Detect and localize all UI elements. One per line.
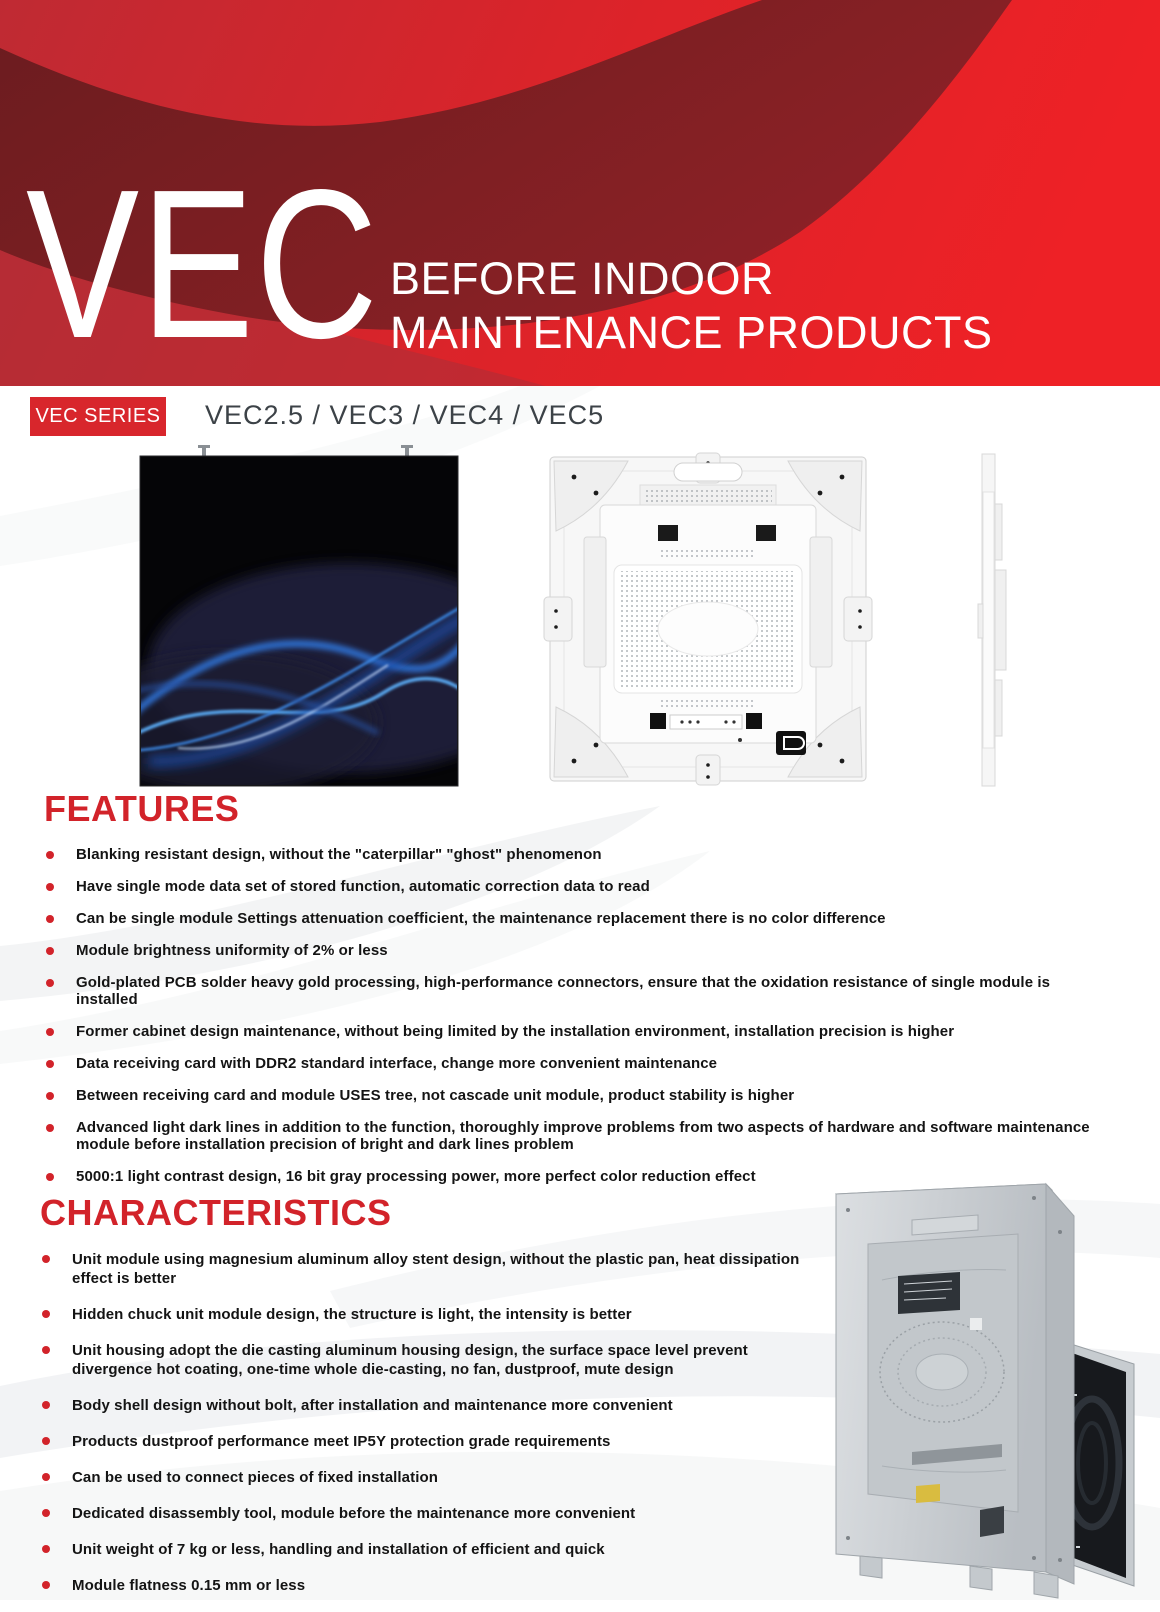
characteristic-item xyxy=(40,1250,820,1288)
series-badge: VEC SERIES xyxy=(30,397,166,436)
series-models: VEC2.5 / VEC3 / VEC4 / VEC5 xyxy=(205,400,605,430)
characteristic-item xyxy=(40,1341,820,1379)
characteristic-text: Body shell design without bolt, after installation and maintenance more convenient xyxy=(72,1397,673,1414)
series-row xyxy=(0,394,1160,440)
feature-item xyxy=(44,910,1116,927)
feature-text: Have single mode data set of stored function, automatic correction data to read xyxy=(76,878,650,895)
characteristic-text: Dedicated disassembly tool, module before the maintenance more convenient xyxy=(72,1505,636,1522)
front-panel-image xyxy=(138,443,460,789)
feature-text: Between receiving card and module USES tree, not cascade unit module, product stability is higher xyxy=(76,1087,795,1104)
feature-item xyxy=(44,846,1116,863)
bullet-dot xyxy=(46,1060,54,1068)
led-panel-front-graphic xyxy=(138,443,460,789)
feature-text: Advanced light dark lines in addition to the function, thoroughly improve problems from two aspects of hardware and software maintenance module before installation precision of bright and dark lines problem xyxy=(76,1119,1090,1153)
bullet-dot xyxy=(46,915,54,923)
feature-item xyxy=(44,942,1116,959)
feature-text: Gold-plated PCB solder heavy gold processing, high-performance connectors, ensure that the oxidation resistance of single module is installed xyxy=(76,974,1051,1008)
bullet-dot xyxy=(42,1310,50,1318)
characteristics-heading: CHARACTERISTICS xyxy=(40,1192,392,1233)
characteristic-item xyxy=(40,1396,820,1415)
bullet-dot xyxy=(46,883,54,891)
bullet-dot xyxy=(46,947,54,955)
characteristic-item xyxy=(40,1432,820,1451)
back-panel-image xyxy=(540,449,876,789)
side-panel-image xyxy=(976,452,1014,788)
feature-item xyxy=(44,1119,1116,1153)
characteristics-section xyxy=(40,1192,820,1612)
cabinet-angled-graphic xyxy=(820,1180,1160,1600)
feature-item xyxy=(44,1168,1116,1185)
feature-item xyxy=(44,1087,1116,1104)
bullet-dot xyxy=(46,1124,54,1132)
bullet-dot xyxy=(42,1346,50,1354)
bullet-dot xyxy=(46,1173,54,1181)
bullet-dot xyxy=(46,851,54,859)
bullet-dot xyxy=(42,1401,50,1409)
feature-text: Can be single module Settings attenuation coefficient, the maintenance replacement there is no color difference xyxy=(76,910,886,927)
feature-item xyxy=(44,1023,1116,1040)
bullet-dot xyxy=(42,1509,50,1517)
characteristic-item xyxy=(40,1540,820,1559)
feature-text: Blanking resistant design, without the "caterpillar" "ghost" phenomenon xyxy=(76,846,602,863)
cabinet-back-graphic xyxy=(540,449,876,789)
bullet-dot xyxy=(42,1437,50,1445)
feature-item xyxy=(44,1055,1116,1072)
bullet-dot xyxy=(46,1092,54,1100)
page-title-line2: MAINTENANCE PRODUCTS xyxy=(390,307,993,358)
cabinet-side-graphic xyxy=(976,452,1014,788)
characteristic-item xyxy=(40,1305,820,1324)
bullet-dot xyxy=(42,1581,50,1589)
feature-text: Module brightness uniformity of 2% or less xyxy=(76,942,388,959)
feature-item xyxy=(44,974,1116,1008)
brand-logo: VEC xyxy=(26,145,380,382)
features-list xyxy=(44,846,1116,1185)
header-banner xyxy=(0,0,1160,386)
page-title-line1: BEFORE INDOOR xyxy=(390,253,775,304)
feature-text: Former cabinet design maintenance, without being limited by the installation environment, installation precision is higher xyxy=(76,1023,955,1040)
characteristics-list xyxy=(40,1250,820,1595)
feature-text: 5000:1 light contrast design, 16 bit gray processing power, more perfect color reduction effect xyxy=(76,1168,756,1185)
characteristic-text: Unit module using magnesium aluminum alloy stent design, without the plastic pan, heat dissipation effect is better xyxy=(72,1251,800,1287)
features-section xyxy=(44,788,1116,1200)
bullet-dot xyxy=(46,1028,54,1036)
feature-item xyxy=(44,878,1116,895)
characteristic-item xyxy=(40,1468,820,1487)
maintenance-cabinet-image xyxy=(820,1180,1160,1600)
bullet-dot xyxy=(42,1255,50,1263)
bullet-dot xyxy=(42,1545,50,1553)
characteristic-text: Unit weight of 7 kg or less, handling and installation of efficient and quick xyxy=(72,1541,605,1558)
characteristic-item xyxy=(40,1504,820,1523)
characteristic-text: Unit housing adopt the die casting aluminum housing design, the surface space level prevent divergence hot coating, one-time whole die-casting, no fan, dustproof, mute design xyxy=(72,1342,748,1378)
bullet-dot xyxy=(42,1473,50,1481)
characteristic-text: Hidden chuck unit module design, the structure is light, the intensity is better xyxy=(72,1306,632,1323)
characteristic-text: Products dustproof performance meet IP5Y protection grade requirements xyxy=(72,1433,611,1450)
bullet-dot xyxy=(46,979,54,987)
features-heading: FEATURES xyxy=(44,788,240,829)
characteristic-text: Module flatness 0.15 mm or less xyxy=(72,1577,306,1594)
characteristic-text: Can be used to connect pieces of fixed installation xyxy=(72,1469,439,1486)
page-title xyxy=(390,252,993,360)
feature-text: Data receiving card with DDR2 standard interface, change more convenient maintenance xyxy=(76,1055,718,1072)
characteristic-item xyxy=(40,1576,820,1595)
